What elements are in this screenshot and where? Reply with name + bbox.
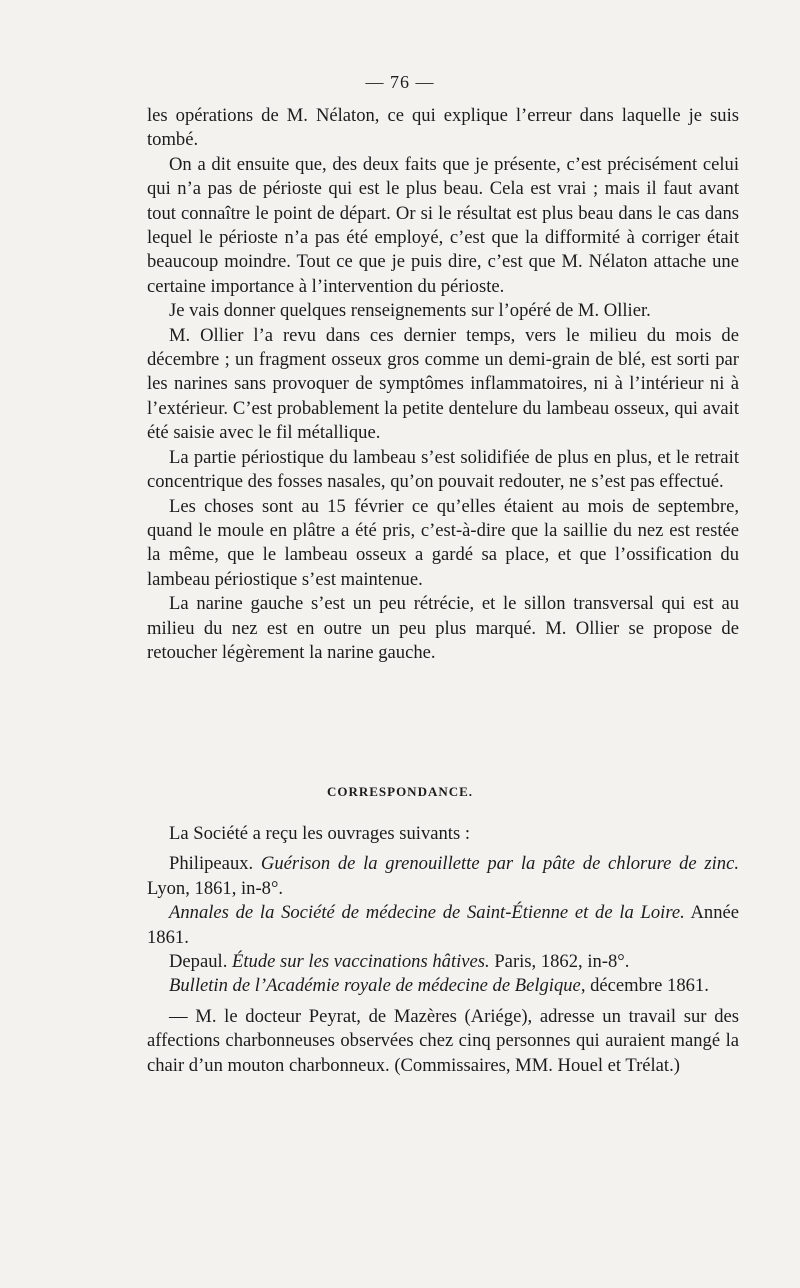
closing-paragraph: — M. le docteur Peyrat, de Mazères (Ariége), adresse un travail sur des affections charbonneuses observées chez cinq personnes qui auraient mangé la chair d’un mouton charbonneux. (Commissaires, MM. Houel et Trélat.) (147, 1005, 739, 1076)
work-entry (147, 852, 739, 901)
paragraph: M. Ollier l’a revu dans ces dernier temps, vers le milieu du mois de décembre ; un fragment osseux gros comme un demi-grain de blé, est sorti par les narines sans provoquer de symptômes inflammatoires, ni à l’intérieur ni à l’extérieur. C’est probablement la petite dentelure du lambeau osseux, qui avait été saisie avec le fil métallique. (147, 324, 739, 444)
work-title: Guérison de la grenouillette par la pâte de chlorure de zinc. (260, 853, 739, 875)
work-entry (147, 974, 739, 998)
paragraph: On a dit ensuite que, des deux faits que je présente, c’est précisément celui qui n’a pas de périoste qui est le plus beau. Cela est vrai ; mais il faut avant tout connaître le point de départ. Or si le résultat est plus beau dans le cas dans lequel le périoste n’a pas été employé, c’est que la difformité à corriger était beaucoup moindre. Tout ce que je puis dire, c’est que M. Nélaton attache une certaine importance à l’intervention du périoste. (147, 153, 739, 297)
work-details: Lyon, 1861, in-8°. (147, 877, 284, 899)
work-details: Paris, 1862, in-8°. (494, 951, 630, 973)
paragraph: les opérations de M. Nélaton, ce qui explique l’erreur dans laquelle je suis tombé. (147, 105, 739, 151)
paragraph: La narine gauche s’est un peu rétrécie, et le sillon transversal qui est au milieu du nez est en outre un peu plus marqué. M. Ollier se propose de retoucher légèrement la narine gauche. (147, 593, 739, 663)
correspondance-section (147, 822, 739, 1078)
main-text (147, 104, 739, 665)
section-title: CORRESPONDANCE. (326, 784, 474, 799)
work-author: Depaul. (169, 951, 228, 973)
work-entry (147, 950, 739, 974)
paragraph: Les choses sont au 15 février ce qu’elles étaient au mois de septembre, quand le moule en plâtre a été pris, c’est-à-dire que la saillie du nez est restée la même, que le lambeau osseux a gardé sa place, et que l’ossification du lambeau périostique s’est maintenue. (147, 495, 739, 590)
page-number: — 76 — (365, 72, 435, 92)
paragraph: Je vais donner quelques renseignements sur l’opéré de M. Ollier. (169, 300, 651, 322)
work-entry (147, 901, 739, 950)
correspondance-intro: La Société a reçu les ouvrages suivants : (169, 823, 471, 844)
work-author: Philipeaux. (169, 853, 254, 875)
work-title: Bulletin de l’Académie royale de médecine de Belgique (169, 975, 581, 997)
work-title: Étude sur les vaccinations hâtives. (232, 951, 490, 973)
work-title: Annales de la Société de médecine de Saint-Étienne et de la Loire. (169, 902, 685, 924)
paragraph: La partie périostique du lambeau s’est solidifiée de plus en plus, et le retrait concentrique des fosses nasales, qu’on pouvait redouter, ne s’est pas effectué. (147, 446, 739, 493)
work-details: , décembre 1861. (580, 975, 709, 997)
work-details: Année 1861. (147, 902, 739, 948)
